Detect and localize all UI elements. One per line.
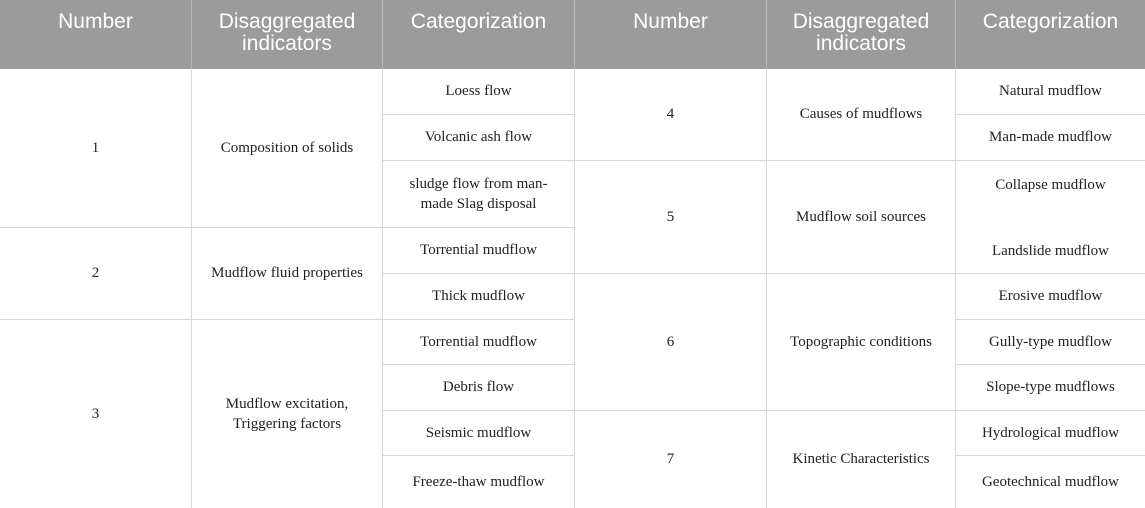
indicator-cell: Kinetic Characteristics	[767, 411, 956, 508]
category-cell: Gully-type mudflow	[956, 320, 1145, 365]
header-number-right: Number	[575, 0, 767, 69]
category-cell: Loess flow	[383, 69, 575, 115]
indicator-cell: Mudflow soil sources	[767, 161, 956, 274]
category-cell: Debris flow	[383, 365, 575, 411]
category-cell: Volcanic ash flow	[383, 115, 575, 161]
category-cell: Hydrological mudflow	[956, 411, 1145, 456]
number-cell: 7	[575, 411, 767, 508]
category-cell: Geotechnical mudflow	[956, 456, 1145, 508]
number-cell: 3	[0, 320, 192, 508]
category-cell: Thick mudflow	[383, 274, 575, 320]
category-cell: Landslide mudflow	[956, 228, 1145, 274]
header-categorization-right: Categorization	[956, 0, 1145, 69]
header-indicators-left: Disaggregated indicators	[192, 0, 383, 69]
header-indicators-right: Disaggregated indicators	[767, 0, 956, 69]
number-cell: 1	[0, 69, 192, 228]
indicator-cell: Causes of mudflows	[767, 69, 956, 161]
number-cell: 5	[575, 161, 767, 274]
number-cell: 6	[575, 274, 767, 411]
indicator-cell: Mudflow excitation, Triggering factors	[192, 320, 383, 508]
category-cell: Torrential mudflow	[383, 320, 575, 365]
category-cell: Torrential mudflow	[383, 228, 575, 274]
category-cell: Seismic mudflow	[383, 411, 575, 456]
number-cell: 2	[0, 228, 192, 320]
indicator-cell: Mudflow fluid properties	[192, 228, 383, 320]
category-cell: Collapse mudflow	[956, 161, 1145, 274]
category-cell: sludge flow from man-made Slag disposal	[383, 161, 575, 228]
category-cell: Man-made mudflow	[956, 115, 1145, 161]
category-cell: Erosive mudflow	[956, 274, 1145, 320]
category-cell: Freeze-thaw mudflow	[383, 456, 575, 508]
indicator-cell: Composition of solids	[192, 69, 383, 228]
header-categorization-left: Categorization	[383, 0, 575, 69]
header-number-left: Number	[0, 0, 192, 69]
indicator-cell: Topographic conditions	[767, 274, 956, 411]
category-cell: Slope-type mudflows	[956, 365, 1145, 411]
category-cell: Natural mudflow	[956, 69, 1145, 115]
number-cell: 4	[575, 69, 767, 161]
